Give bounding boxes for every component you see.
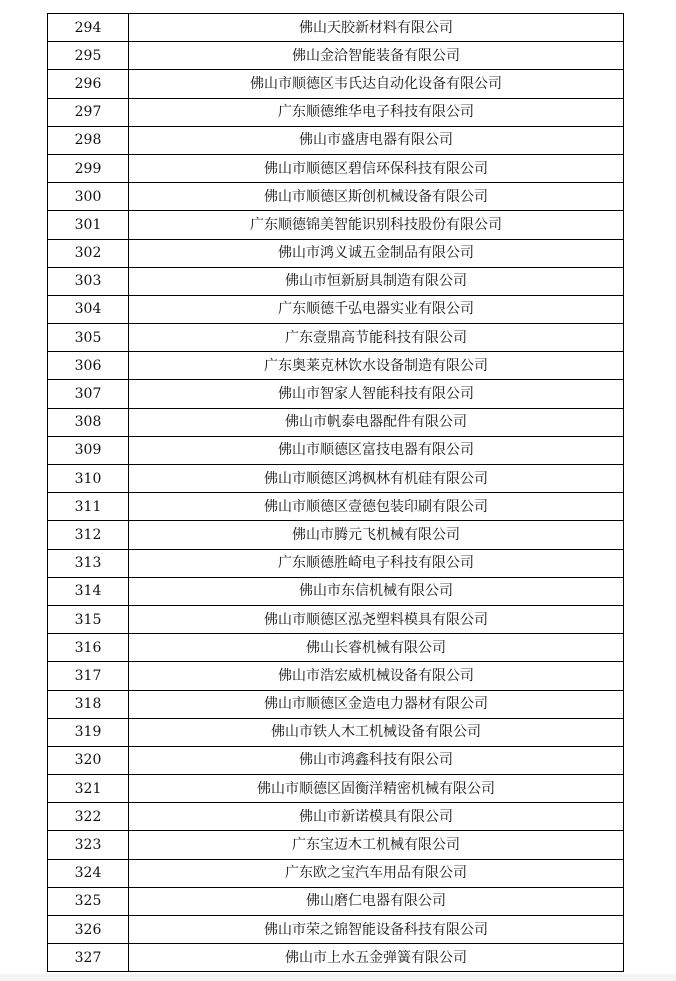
table-row — [48, 605, 624, 633]
row-number: 311 — [48, 493, 129, 521]
table-row — [48, 803, 624, 831]
table-row — [48, 98, 624, 126]
company-name: 佛山市帆泰电器配件有限公司 — [129, 408, 624, 436]
table-row — [48, 634, 624, 662]
row-number: 305 — [48, 324, 129, 352]
table-row — [48, 775, 624, 803]
row-number: 327 — [48, 944, 129, 972]
table-row — [48, 718, 624, 746]
table-row — [48, 859, 624, 887]
company-name: 广东顺德胜崎电子科技有限公司 — [129, 549, 624, 577]
row-number: 314 — [48, 577, 129, 605]
row-number: 326 — [48, 916, 129, 944]
row-number: 309 — [48, 436, 129, 464]
company-name: 广东宝迈木工机械有限公司 — [129, 831, 624, 859]
company-name: 广东顺德维华电子科技有限公司 — [129, 98, 624, 126]
company-name: 佛山市顺德区富技电器有限公司 — [129, 436, 624, 464]
row-number: 300 — [48, 183, 129, 211]
company-name: 佛山市鸿鑫科技有限公司 — [129, 746, 624, 774]
company-name: 广东顺德千弘电器实业有限公司 — [129, 295, 624, 323]
row-number: 322 — [48, 803, 129, 831]
company-name: 佛山市浩宏威机械设备有限公司 — [129, 662, 624, 690]
row-number: 316 — [48, 634, 129, 662]
company-name: 佛山市鸿义诚五金制品有限公司 — [129, 239, 624, 267]
company-name: 佛山天胶新材料有限公司 — [129, 14, 624, 42]
row-number: 301 — [48, 211, 129, 239]
table-row — [48, 577, 624, 605]
table-row — [48, 126, 624, 154]
company-name: 佛山市铁人木工机械设备有限公司 — [129, 718, 624, 746]
table-row — [48, 42, 624, 70]
row-number: 294 — [48, 14, 129, 42]
table-row — [48, 380, 624, 408]
company-name: 佛山金洽智能装备有限公司 — [129, 42, 624, 70]
row-number: 306 — [48, 352, 129, 380]
table-row — [48, 154, 624, 182]
row-number: 321 — [48, 775, 129, 803]
table-row — [48, 549, 624, 577]
company-name: 佛山市顺德区固衡洋精密机械有限公司 — [129, 775, 624, 803]
row-number: 325 — [48, 887, 129, 915]
row-number: 320 — [48, 746, 129, 774]
company-name: 佛山市顺德区碧信环保科技有限公司 — [129, 154, 624, 182]
company-name: 佛山市顺德区壹德包装印刷有限公司 — [129, 493, 624, 521]
row-number: 324 — [48, 859, 129, 887]
row-number: 308 — [48, 408, 129, 436]
table-row — [48, 295, 624, 323]
company-name: 佛山市上水五金弹簧有限公司 — [129, 944, 624, 972]
table-row — [48, 436, 624, 464]
row-number: 304 — [48, 295, 129, 323]
table-row — [48, 493, 624, 521]
company-name: 佛山市智家人智能科技有限公司 — [129, 380, 624, 408]
company-name: 佛山市盛唐电器有限公司 — [129, 126, 624, 154]
row-number: 313 — [48, 549, 129, 577]
company-table-body — [48, 14, 624, 972]
row-number: 318 — [48, 690, 129, 718]
row-number: 312 — [48, 521, 129, 549]
row-number: 303 — [48, 267, 129, 295]
table-row — [48, 465, 624, 493]
row-number: 295 — [48, 42, 129, 70]
table-row — [48, 14, 624, 42]
company-name: 佛山市恒新厨具制造有限公司 — [129, 267, 624, 295]
row-number: 310 — [48, 465, 129, 493]
company-table — [47, 13, 624, 972]
company-name: 佛山长睿机械有限公司 — [129, 634, 624, 662]
table-row — [48, 70, 624, 98]
row-number: 299 — [48, 154, 129, 182]
company-name: 佛山市顺德区斯创机械设备有限公司 — [129, 183, 624, 211]
table-row — [48, 352, 624, 380]
table-row — [48, 887, 624, 915]
company-name: 广东顺德锦美智能识别科技股份有限公司 — [129, 211, 624, 239]
table-row — [48, 239, 624, 267]
company-name: 佛山市腾元飞机械有限公司 — [129, 521, 624, 549]
company-name: 佛山市顺德区韦氏达自动化设备有限公司 — [129, 70, 624, 98]
table-row — [48, 944, 624, 972]
table-row — [48, 662, 624, 690]
company-name: 佛山市东信机械有限公司 — [129, 577, 624, 605]
table-row — [48, 690, 624, 718]
table-row — [48, 408, 624, 436]
row-number: 297 — [48, 98, 129, 126]
row-number: 302 — [48, 239, 129, 267]
row-number: 296 — [48, 70, 129, 98]
table-row — [48, 267, 624, 295]
row-number: 323 — [48, 831, 129, 859]
table-row — [48, 746, 624, 774]
table-row — [48, 324, 624, 352]
table-row — [48, 211, 624, 239]
table-row — [48, 521, 624, 549]
table-row — [48, 183, 624, 211]
company-name: 广东奥莱克林饮水设备制造有限公司 — [129, 352, 624, 380]
company-name: 佛山磨仁电器有限公司 — [129, 887, 624, 915]
table-row — [48, 916, 624, 944]
row-number: 307 — [48, 380, 129, 408]
company-name: 广东壹鼎高节能科技有限公司 — [129, 324, 624, 352]
company-name: 佛山市顺德区泓尧塑料模具有限公司 — [129, 605, 624, 633]
row-number: 298 — [48, 126, 129, 154]
company-name: 广东欧之宝汽车用品有限公司 — [129, 859, 624, 887]
row-number: 319 — [48, 718, 129, 746]
table-row — [48, 831, 624, 859]
company-name: 佛山市顺德区金造电力器材有限公司 — [129, 690, 624, 718]
company-name: 佛山市新诺模具有限公司 — [129, 803, 624, 831]
company-name: 佛山市荣之锦智能设备科技有限公司 — [129, 916, 624, 944]
row-number: 315 — [48, 605, 129, 633]
company-name: 佛山市顺德区鸿枫林有机硅有限公司 — [129, 465, 624, 493]
row-number: 317 — [48, 662, 129, 690]
